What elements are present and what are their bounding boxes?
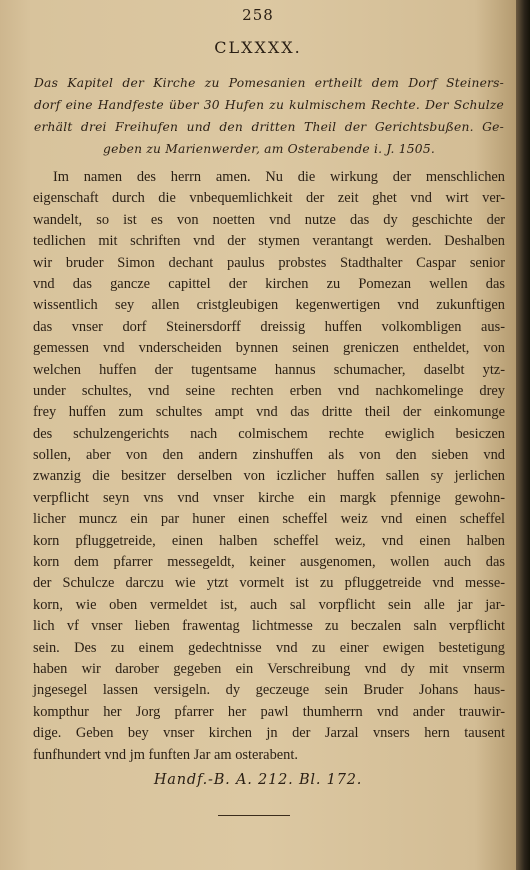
body-line: haben wir darober gegeben ein Verschreibung vnd dy mit vnserm bbox=[33, 660, 505, 677]
page-number: 258 bbox=[242, 6, 274, 24]
book-binding-edge bbox=[516, 0, 530, 870]
body-line: korn dem pfarrer messegeldt, keiner ausgenomen, wollen auch das bbox=[33, 554, 505, 571]
body-line: frey huffen zum schultes ampt vnd das dritte theil der einkomunge bbox=[33, 404, 505, 421]
body-line: dige. Geben bey vnser kirchen jn der Jarzal vnsers hern tausent bbox=[33, 725, 505, 742]
body-line: das vnser dorf Steinersdorff dreissig huffen volkombligen aus- bbox=[33, 318, 505, 335]
body-line: welchen huffen der tugentsame hannus schumacher, daselbt ytz- bbox=[33, 361, 505, 378]
body-line: verpflicht seyn vns vnd vnser kirche ein margk pfennige gewohn- bbox=[33, 489, 505, 506]
body-line: des schulzengerichts nach colmischem rechte ewiglich besiczen bbox=[33, 425, 505, 442]
section-divider bbox=[218, 815, 290, 816]
body-line: jngesegel lassen versigeln. dy geczeuge sein Bruder Johans haus- bbox=[33, 682, 505, 699]
summary-line: geben zu Marienwerder, am Osterabende i. J. 1505. bbox=[103, 142, 435, 156]
source-reference: Handf.-B. A. 212. Bl. 172. bbox=[153, 772, 363, 788]
body-line: der Schulcze darczu wie ytzt vormelt ist zu pfluggetreide vnd messe- bbox=[33, 575, 505, 592]
summary-line: dorf eine Handfeste über 30 Hufen zu kulmischem Rechte. Der Schulze bbox=[34, 98, 504, 112]
document-body bbox=[33, 167, 505, 766]
body-line: sollen, aber von den andern zinshuffen als von den sieben vnd bbox=[33, 447, 505, 464]
body-line: lich vf vnser lieben frawentag lichtmesse zu beczalen saln verpflicht bbox=[33, 618, 505, 635]
body-line: wandelt, so ist es von noetten vnd nutze das dy geschichte der bbox=[33, 211, 505, 228]
body-line: gemessen vnd vnderscheiden bynnen seinen greniczen entheldet, von bbox=[33, 340, 505, 357]
body-line: zwanzig die besitzer derselben von iczlicher huffen sallen sy jerlichen bbox=[33, 468, 505, 485]
summary-line: erhält drei Freihufen und den dritten Theil der Gerichtsbußen. Ge- bbox=[34, 120, 504, 134]
body-line: wissentlich sey allen cristgleubigen kegenwertigen vnd zukunftigen bbox=[33, 297, 505, 314]
chapter-heading: CLXXXX. bbox=[214, 38, 302, 57]
body-line: kompthur her Jorg pfarrer her pawl thumherrn vnd ander trauwir- bbox=[33, 703, 505, 720]
body-line: funfhundert vnd jm funften Jar am osterabent. bbox=[33, 746, 298, 763]
body-line: under schultes, vnd seine rechten erben vnd nachkomelinge drey bbox=[33, 382, 505, 399]
body-line: eigenschaft durch die vnbequemlichkeit der zeit ghet vnd wirt ver- bbox=[33, 190, 505, 207]
summary-line: Das Kapitel der Kirche zu Pomesanien ertheilt dem Dorf Steiners- bbox=[34, 76, 504, 90]
body-line: licher muncz ein par huner einen scheffel weiz vnd einen scheffel bbox=[33, 511, 505, 528]
body-line: wir bruder Simon dechant paulus probstes Stadthalter Caspar senior bbox=[33, 254, 505, 271]
body-line: korn, wie oben vermeldet ist, auch sal vorpflicht sein alle jar jar- bbox=[33, 596, 505, 613]
body-line: Im namen des herrn amen. Nu die wirkung der menschlichen bbox=[53, 169, 505, 185]
body-line: vnd das gancze capittel der kirchen zu Pomezan wellen das bbox=[33, 275, 505, 292]
document-summary bbox=[34, 72, 504, 160]
body-line: tedlichen mit schriften vnd der stymen verantangt werden. Deshalben bbox=[33, 233, 505, 250]
body-line: korn pfluggetreide, einen halben scheffel weiz, vnd einen halben bbox=[33, 532, 505, 549]
body-line: sein. Des zu einem gedechtnisse vnd zu einer ewigen bestetigung bbox=[33, 639, 505, 656]
